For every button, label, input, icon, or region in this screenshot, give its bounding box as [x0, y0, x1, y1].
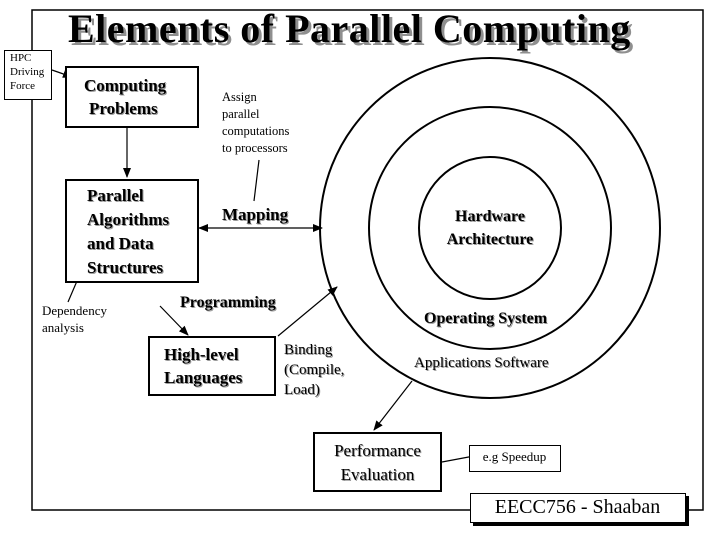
high-level-languages-line-2: Languages [164, 368, 243, 387]
assign-label-line-3: computations [222, 124, 290, 138]
speedup-label: e.g Speedup [482, 449, 547, 464]
binding-label-line-2: (Compile, [284, 362, 345, 378]
computing-problems-line-1: Computing [84, 76, 167, 95]
arrow-binding [278, 287, 337, 336]
binding-label-line-3: Load) [284, 382, 320, 398]
high-level-languages-box [148, 336, 276, 396]
assign-label-line-4: to processors [222, 141, 288, 155]
assign-label-line-1: Assign [222, 90, 257, 104]
footer-label: EECC756 - Shaaban [494, 496, 661, 518]
performance-evaluation-line-2: Evaluation [340, 465, 415, 484]
page-title: Elements of Parallel Computing [68, 6, 631, 51]
ring-inner-hardware [419, 157, 561, 299]
speedup-box [469, 445, 561, 472]
programming-label: Programming [180, 294, 276, 311]
parallel-algorithms-box [65, 179, 199, 283]
computing-problems-line-2: Problems [89, 99, 158, 118]
side-note-line-3: Force [10, 80, 36, 92]
dependency-label-line-1: Dependency [42, 303, 107, 318]
side-note-line-1: HPC [10, 52, 32, 64]
parallel-algorithms-line-4: Structures [87, 258, 164, 277]
high-level-languages-line-1: High-level [164, 345, 239, 364]
operating-system-label: Operating System [424, 310, 548, 327]
hardware-label-line-2: Architecture [446, 231, 534, 248]
assign-label-line-2: parallel [222, 107, 260, 121]
dependency-label-line-2: analysis [42, 320, 84, 335]
side-note-line-2: Driving [10, 66, 45, 78]
parallel-algorithms-line-3: and Data [87, 234, 154, 253]
performance-evaluation-line-1: Performance [334, 441, 421, 460]
parallel-algorithms-line-2: Algorithms [87, 210, 170, 229]
hardware-label-line-1: Hardware [455, 208, 525, 225]
arrow-to-evaluation [374, 381, 412, 430]
ring-outer-applications [320, 58, 660, 398]
binding-label-line-1: Binding [284, 342, 333, 358]
applications-software-label: Applications Software [414, 355, 549, 371]
performance-evaluation-box [313, 432, 442, 492]
footer-box [470, 493, 686, 523]
parallel-algorithms-line-1: Parallel [87, 186, 144, 205]
mapping-label: Mapping [222, 205, 289, 224]
pointer-assign [254, 160, 259, 201]
hpc-driving-force-box [4, 50, 52, 100]
computing-problems-box [65, 66, 199, 128]
